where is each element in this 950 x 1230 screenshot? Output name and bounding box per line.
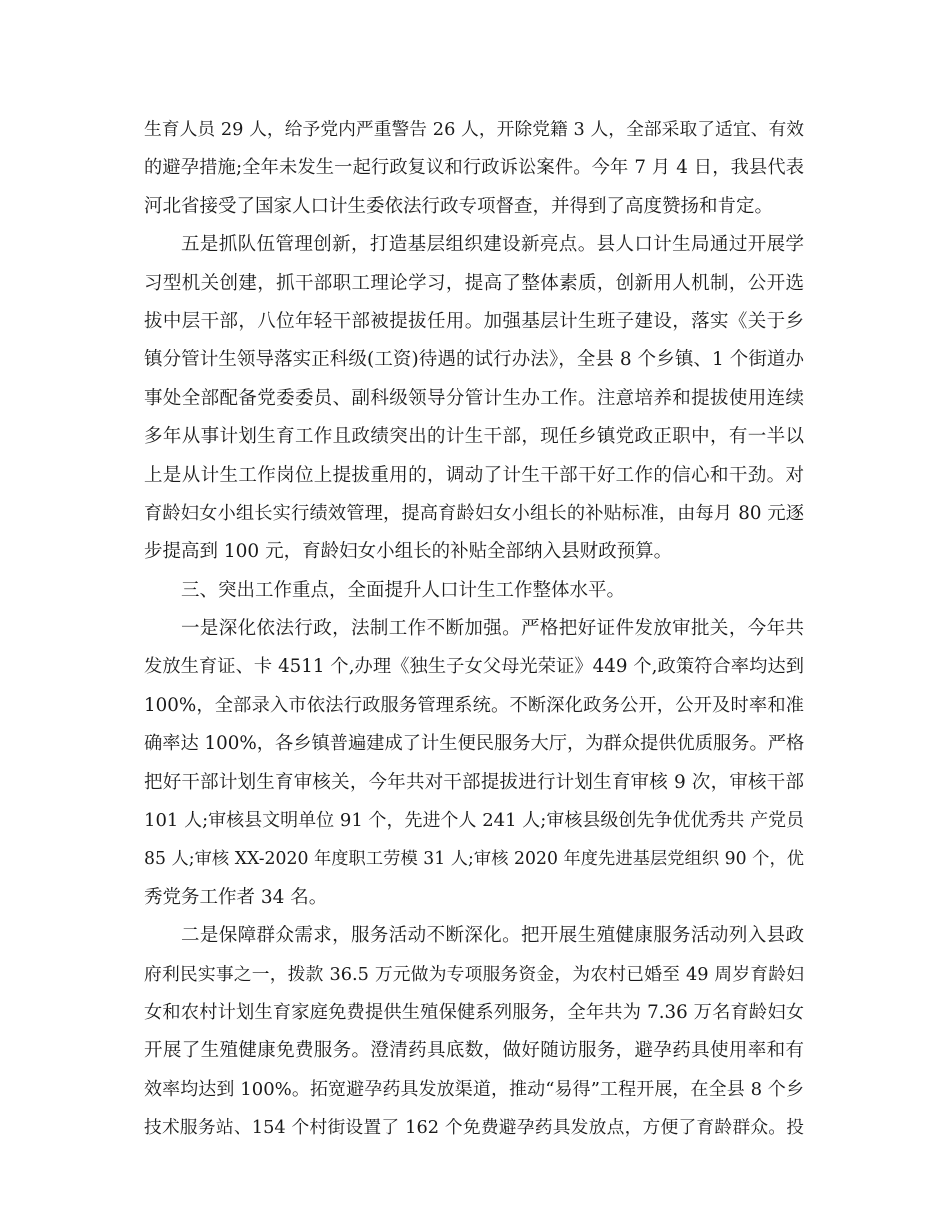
- text-line: 101 人;审核县文明单位 91 个，先进个人 241 人;审核县级创先争优优秀共 产党员: [144, 810, 805, 832]
- text-line: 多年从事计划生育工作且政绩突出的计生干部，现任乡镇党政正职中，有一半以: [144, 426, 804, 448]
- text-line: 府利民实事之一，拨款 36.5 万元做为专项服务资金，为农村已婚至 49 周岁育龄妇: [144, 964, 804, 985]
- text-line: 拔中层干部，八位年轻干部被提拔任用。加强基层计生班子建设，落实《关于乡: [144, 310, 804, 332]
- paragraph-first-line: 一是深化依法行政，法制工作不断加强。严格把好证件发放审批关，今年共: [181, 618, 804, 640]
- paragraph-first-line: 二是保障群众需求，服务活动不断深化。把开展生殖健康服务活动列入县政: [181, 925, 804, 947]
- text-line: 上是从计生工作岗位上提拔重用的，调动了计生干部干好工作的信心和干劲。对: [144, 464, 804, 486]
- text-line: 生育人员 29 人，给予党内严重警告 26 人，开除党籍 3 人，全部采取了适宜、有效: [144, 120, 804, 140]
- text-line: 育龄妇女小组长实行绩效管理，提高育龄妇女小组长的补贴标准，由每月 80 元逐: [144, 502, 804, 524]
- text-line: 100%，全部录入市依法行政服务管理系统。不断深化政务公开，公开及时率和准: [144, 694, 804, 716]
- text-line: 河北省接受了国家人口计生委依法行政专项督查，并得到了高度赞扬和肯定。: [144, 195, 774, 217]
- text-line: 技术服务站、154 个村街设置了 162 个免费避孕药具发放点，方便了育龄群众。投: [144, 1118, 804, 1139]
- text-line: 步提高到 100 元，育龄妇女小组长的补贴全部纳入县财政预算。: [144, 541, 673, 563]
- text-line: 85 人;审核 XX-2020 年度职工劳模 31 人;审核 2020 年度先进基层党组织 90 个，优: [144, 849, 804, 870]
- document-body: [144, 111, 804, 1148]
- text-line: 事处全部配备党委委员、副科级领导分管计生办工作。注意培养和提拔使用连续: [144, 387, 804, 409]
- text-line: 发放生育证、卡 4511 个,办理《独生子女父母光荣证》449 个,政策符合率均达到: [144, 656, 804, 678]
- text-line: 开展了生殖健康免费服务。澄清药具底数，做好随访服务，避孕药具使用率和有: [144, 1040, 804, 1062]
- text-line: 把好干部计划生育审核关，今年共对干部提拔进行计划生育审核 9 次，审核干部: [144, 771, 804, 793]
- paragraph-first-line: 五是抓队伍管理创新，打造基层组织建设新亮点。县人口计生局通过开展学: [181, 234, 804, 256]
- text-line: 女和农村计划生育家庭免费提供生殖保健系列服务，全年共为 7.36 万名育龄妇女: [144, 1001, 804, 1023]
- text-line: 镇分管计生领导落实正科级(工资)待遇的试行办法》，全县 8 个乡镇、1 个街道办: [144, 349, 804, 371]
- text-line: 习型机关创建，抓干部职工理论学习，提高了整体素质，创新用人机制，公开选: [144, 272, 804, 294]
- text-line: 秀党务工作者 34 名。: [144, 886, 328, 908]
- text-line: 的避孕措施;全年未发生一起行政复议和行政诉讼案件。今年 7 月 4 日，我县代表: [144, 157, 804, 179]
- text-line: 确率达 100%，各乡镇普遍建成了计生便民服务大厅，为群众提供优质服务。严格: [144, 733, 805, 755]
- text-line: 效率均达到 100%。拓宽避孕药具发放渠道，推动“易得”工程开展，在全县 8 个乡: [144, 1078, 804, 1100]
- section-heading: 三、突出工作重点，全面提升人口计生工作整体水平。: [181, 579, 626, 601]
